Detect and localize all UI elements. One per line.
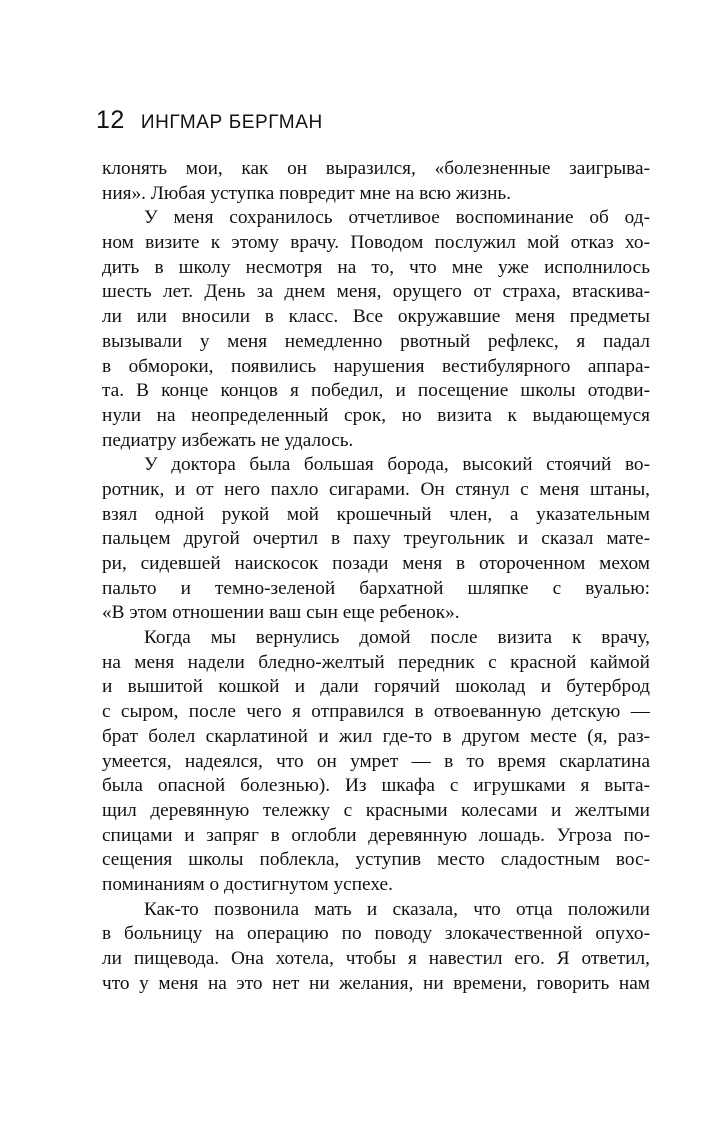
text-line: в обмороки, появились нарушения вестибулярного аппара- xyxy=(102,355,650,377)
text-line: и вышитой кошкой и дали горячий шоколад и бутерброд xyxy=(102,676,650,698)
text-line: ротник, и от него пахло сигарами. Он стянул с меня штаны, xyxy=(102,478,650,500)
body-text xyxy=(102,157,650,996)
page-number: 12 xyxy=(96,106,125,134)
text-line: спицами и запряг в оглобли деревянную лошадь. Угроза по- xyxy=(102,824,650,846)
text-line: та. В конце концов я победил, и посещение школы отодви- xyxy=(102,380,650,402)
text-line: пальцем другой очертил в паху треугольник и сказал мате- xyxy=(102,528,650,550)
text-line: клонять мои, как он выразился, «болезненные заигрыва- xyxy=(102,158,650,179)
text-line: была опасной болезнью). Из шкафа с игрушками я выта- xyxy=(102,775,650,797)
running-title: ИНГМАР БЕРГМАН xyxy=(140,112,323,133)
text-line: брат болел скарлатиной и жил где-то в другом месте (я, раз- xyxy=(102,725,650,747)
text-line: ли пищевода. Она хотела, чтобы я навестил его. Я ответил, xyxy=(102,948,650,969)
running-header xyxy=(96,106,323,135)
text-line: что у меня на это нет ни желания, ни времени, говорить нам xyxy=(102,972,650,994)
text-line: У меня сохранилось отчетливое воспоминание об од- xyxy=(144,207,650,229)
text-line: Как-то позвонила мать и сказала, что отца положили xyxy=(144,898,650,920)
text-line: педиатру избежать не удалось. xyxy=(102,429,354,451)
text-line: шесть лет. День за днем меня, орущего от страха, втаскива- xyxy=(102,281,650,303)
text-line: «В этом отношении ваш сын еще ребенок». xyxy=(102,602,460,624)
text-line: ния». Любая уступка повредит мне на всю жизнь. xyxy=(102,182,512,204)
text-line: ли или вносили в класс. Все окружавшие меня предметы xyxy=(102,306,650,328)
text-line: сещения школы поблекла, уступив место сладостным вос- xyxy=(102,849,650,871)
text-line: Когда мы вернулись домой после визита к врачу, xyxy=(144,627,650,649)
text-line: дить в школу несмотря на то, что мне уже исполнилось xyxy=(102,256,650,278)
text-line: поминаниям о достигнутом успехе. xyxy=(102,873,393,895)
text-line: ри, сидевшей наискосок позади меня в отороченном мехом xyxy=(102,553,650,574)
text-line: пальто и темно-зеленой бархатной шляпке с вуалью: xyxy=(102,577,650,599)
text-line: с сыром, после чего я отправился в отвоеванную детскую — xyxy=(102,701,650,723)
text-line: в больницу на операцию по поводу злокачественной опухо- xyxy=(102,923,650,945)
text-line: умеется, надеялся, что он умрет — в то время скарлатина xyxy=(102,750,650,772)
text-line: У доктора была большая борода, высокий стоячий во- xyxy=(144,454,650,476)
text-line: на меня надели бледно-желтый передник с красной каймой xyxy=(102,651,650,673)
text-line: ном визите к этому врачу. Поводом послужил мой отказ хо- xyxy=(102,232,650,254)
text-line: вызывали у меня немедленно рвотный рефлекс, я падал xyxy=(102,330,650,352)
text-line: взял одной рукой мой крошечный член, а указательным xyxy=(102,503,650,525)
text-line: щил деревянную тележку с красными колесами и желтыми xyxy=(102,799,650,821)
text-line: нули на неопределенный срок, но визита к выдающемуся xyxy=(102,404,650,426)
